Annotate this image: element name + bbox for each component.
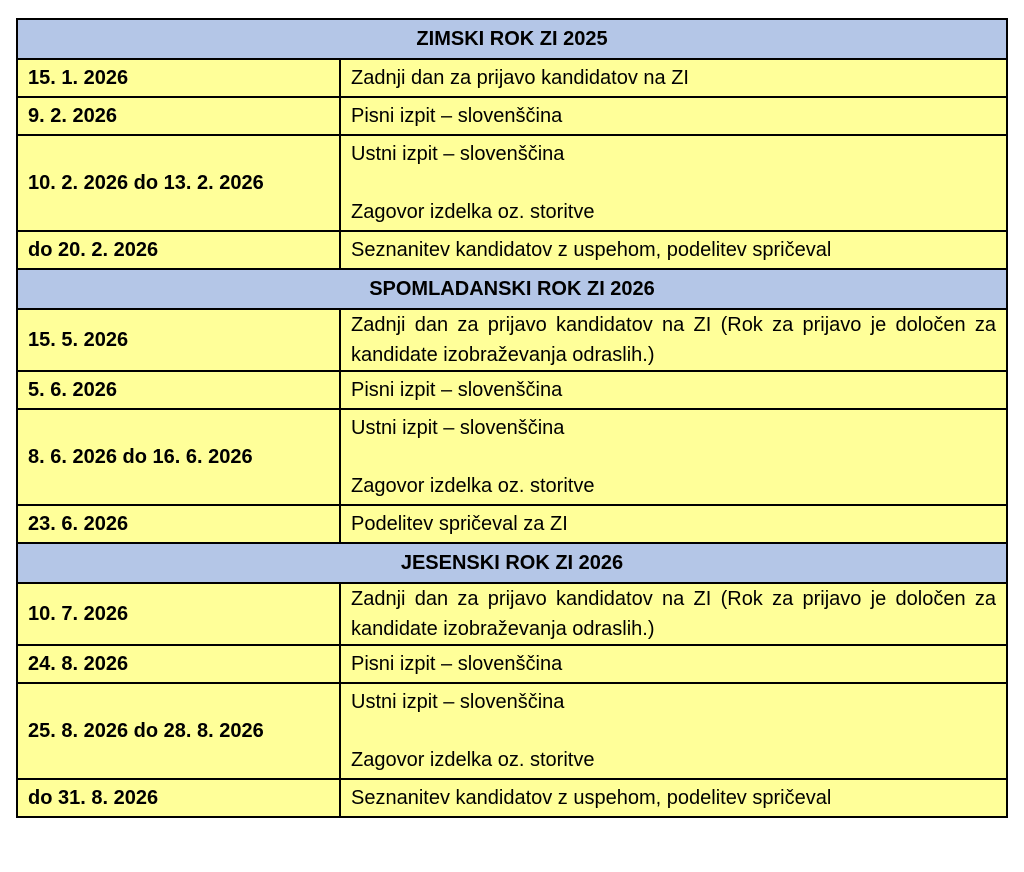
activity-cell: Zadnji dan za prijavo kandidatov na ZI (Rok za prijavo je določen za kandidate izobraževanja odraslih.) <box>340 309 1007 371</box>
activity-cell <box>340 683 1007 779</box>
date-cell: 25. 8. 2026 do 28. 8. 2026 <box>17 683 340 779</box>
date-cell: 10. 2. 2026 do 13. 2. 2026 <box>17 135 340 231</box>
activity-cell <box>340 135 1007 231</box>
date-cell: 10. 7. 2026 <box>17 583 340 645</box>
table-row <box>17 231 1007 269</box>
table-row <box>17 97 1007 135</box>
section-header-winter <box>17 19 1007 59</box>
activity-cell: Seznanitev kandidatov z uspehom, podelitev spričeval <box>340 779 1007 817</box>
table-row <box>17 59 1007 97</box>
date-cell: 5. 6. 2026 <box>17 371 340 409</box>
activity-cell <box>340 409 1007 505</box>
date-cell: do 31. 8. 2026 <box>17 779 340 817</box>
activity-line: Zagovor izdelka oz. storitve <box>351 201 595 223</box>
table-row <box>17 779 1007 817</box>
activity-cell: Pisni izpit – slovenščina <box>340 645 1007 683</box>
activity-cell: Pisni izpit – slovenščina <box>340 371 1007 409</box>
table-row <box>17 505 1007 543</box>
table-row <box>17 309 1007 371</box>
activity-line: Zagovor izdelka oz. storitve <box>351 749 595 771</box>
section-title: JESENSKI ROK ZI 2026 <box>17 543 1007 583</box>
section-title: SPOMLADANSKI ROK ZI 2026 <box>17 269 1007 309</box>
table-row <box>17 371 1007 409</box>
table-row <box>17 583 1007 645</box>
table-row <box>17 683 1007 779</box>
section-header-spring <box>17 269 1007 309</box>
table-row <box>17 645 1007 683</box>
date-cell: 8. 6. 2026 do 16. 6. 2026 <box>17 409 340 505</box>
activity-line: Ustni izpit – slovenščina <box>351 417 565 439</box>
date-cell: 9. 2. 2026 <box>17 97 340 135</box>
activity-cell: Seznanitev kandidatov z uspehom, podelitev spričeval <box>340 231 1007 269</box>
table-row <box>17 135 1007 231</box>
date-cell: 15. 1. 2026 <box>17 59 340 97</box>
activity-line: Ustni izpit – slovenščina <box>351 691 565 713</box>
date-cell: do 20. 2. 2026 <box>17 231 340 269</box>
section-title: ZIMSKI ROK ZI 2025 <box>17 19 1007 59</box>
activity-line: Ustni izpit – slovenščina <box>351 143 565 165</box>
activity-cell: Pisni izpit – slovenščina <box>340 97 1007 135</box>
activity-cell: Zadnji dan za prijavo kandidatov na ZI (Rok za prijavo je določen za kandidate izobraževanja odraslih.) <box>340 583 1007 645</box>
date-cell: 23. 6. 2026 <box>17 505 340 543</box>
activity-cell: Zadnji dan za prijavo kandidatov na ZI <box>340 59 1007 97</box>
date-cell: 15. 5. 2026 <box>17 309 340 371</box>
activity-line: Zagovor izdelka oz. storitve <box>351 475 595 497</box>
activity-cell: Podelitev spričeval za ZI <box>340 505 1007 543</box>
section-header-autumn <box>17 543 1007 583</box>
exam-schedule-table <box>16 18 1008 818</box>
table-row <box>17 409 1007 505</box>
date-cell: 24. 8. 2026 <box>17 645 340 683</box>
